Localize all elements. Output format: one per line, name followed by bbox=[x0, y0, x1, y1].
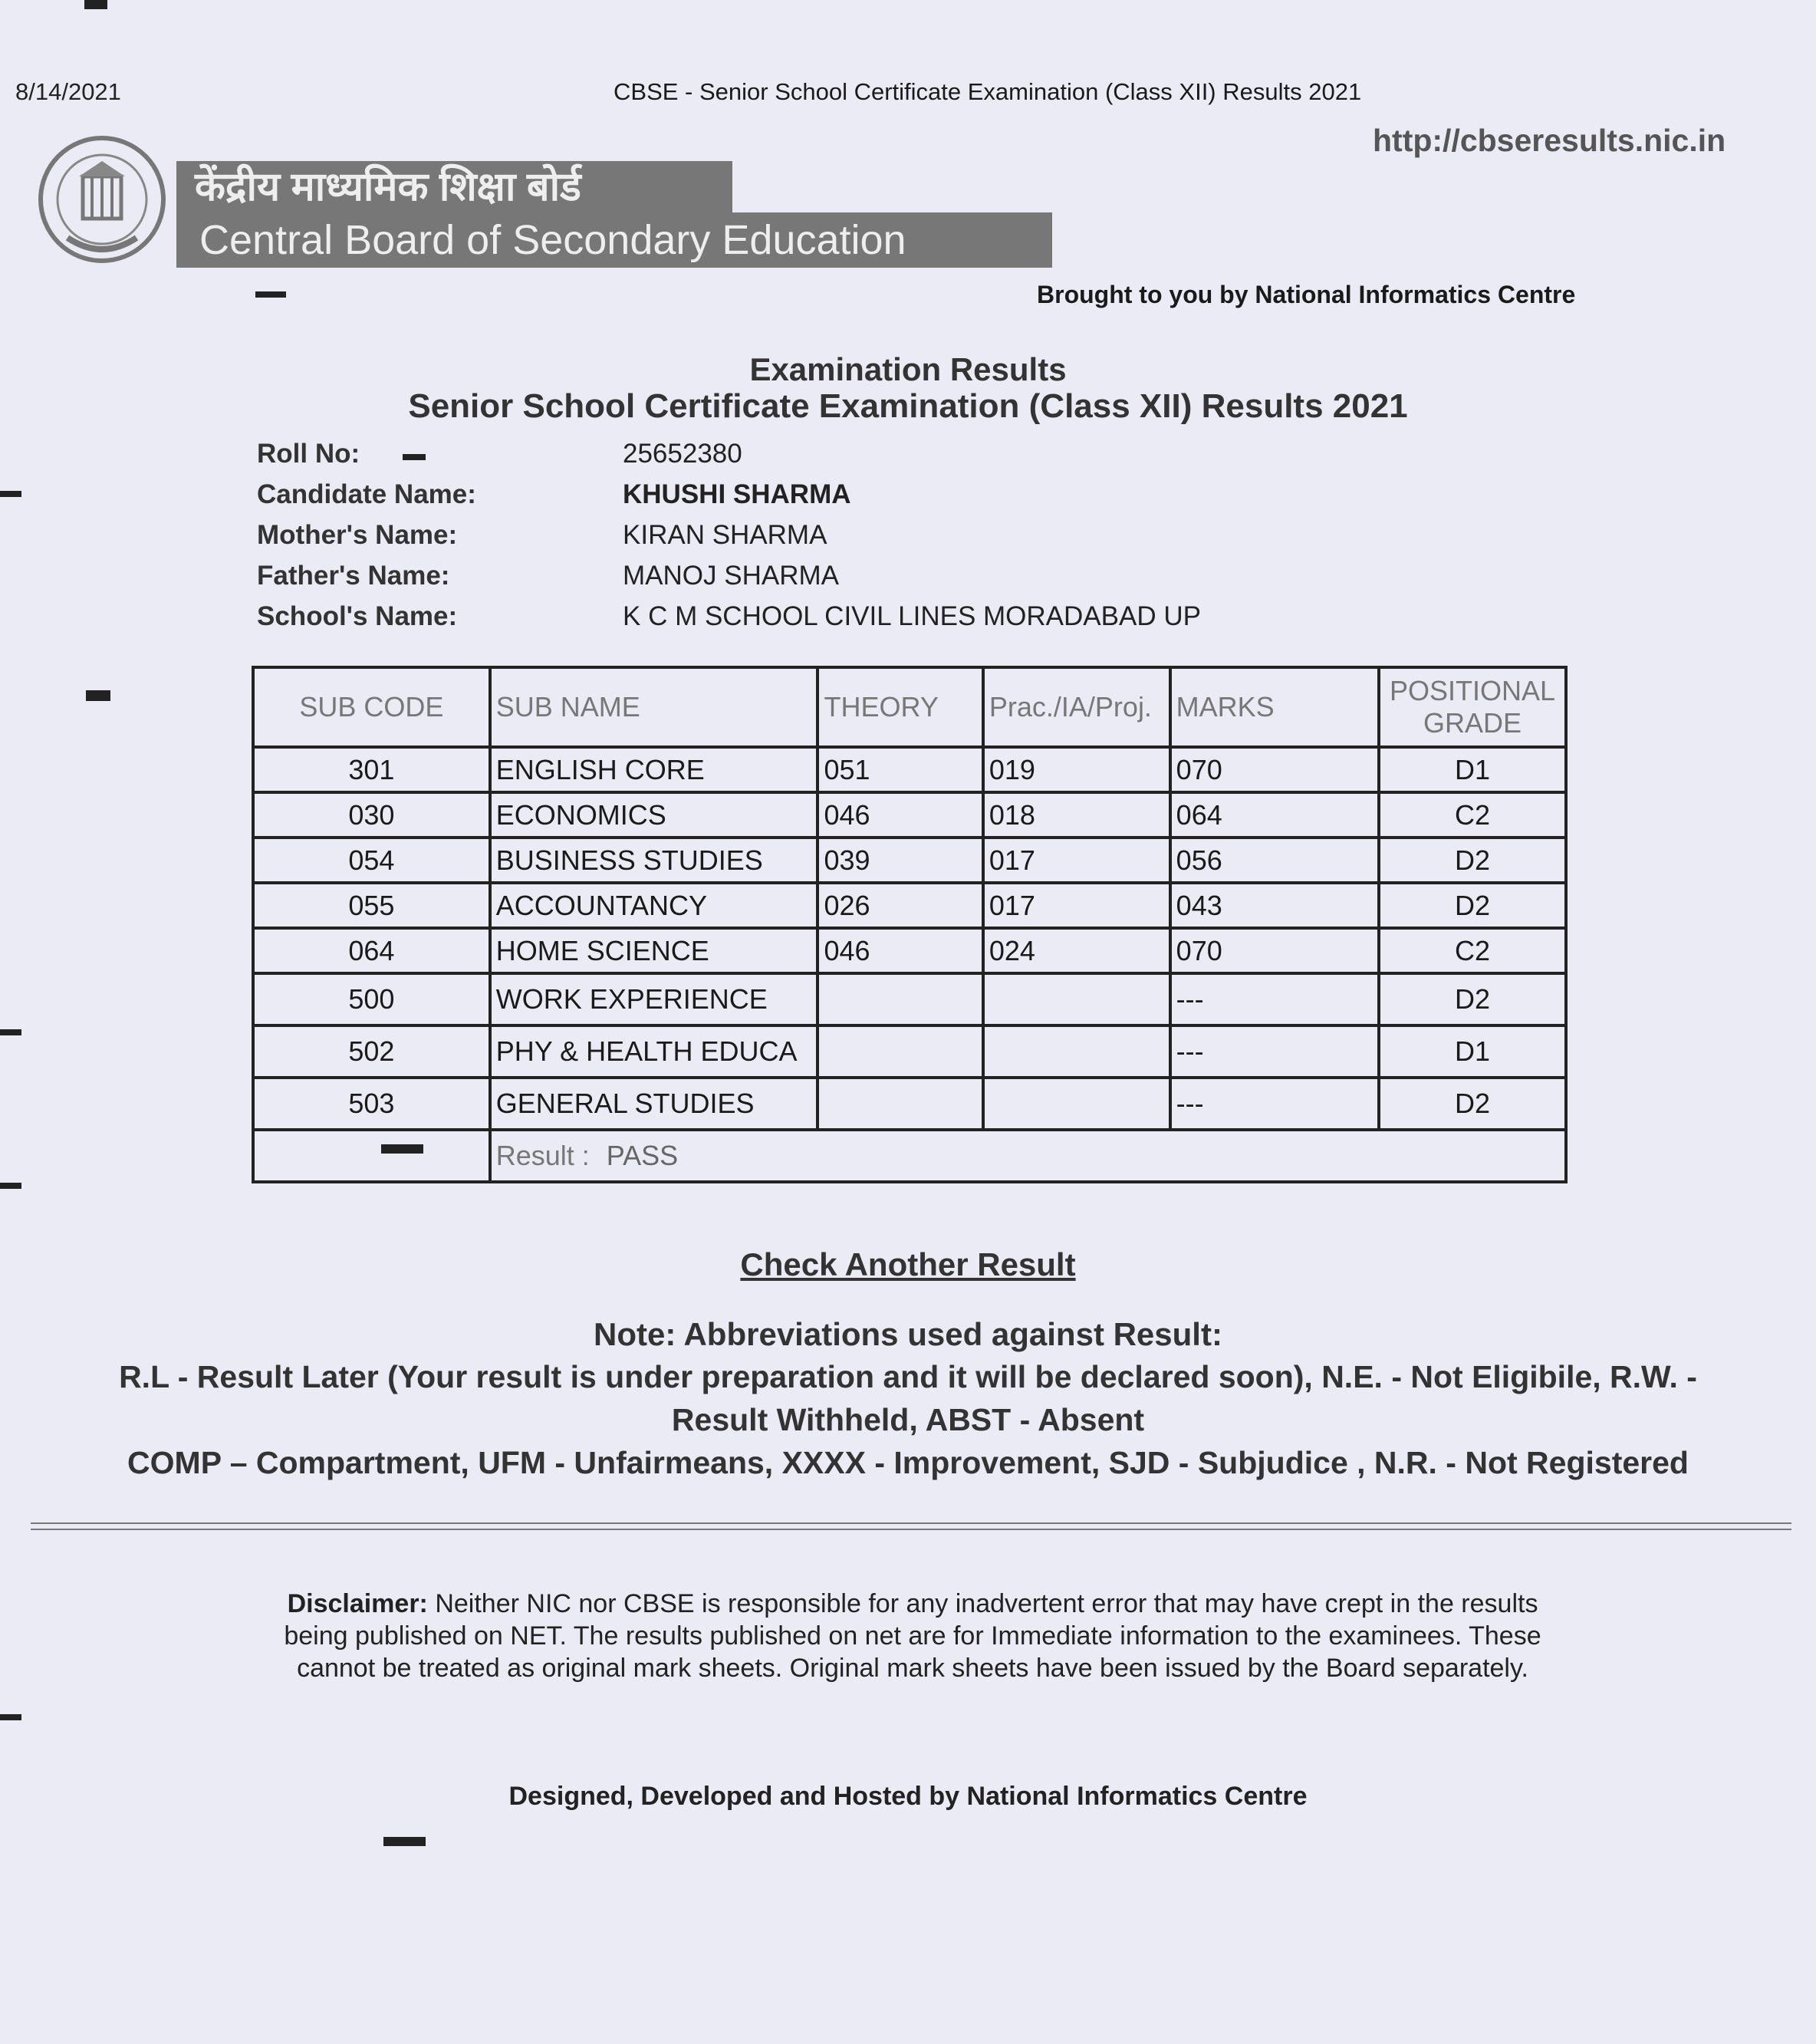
result-empty-cell bbox=[253, 1130, 490, 1182]
practical-marks: 019 bbox=[983, 747, 1170, 792]
candidate-name-value: KHUSHI SHARMA bbox=[623, 479, 851, 509]
grade: D2 bbox=[1379, 883, 1566, 928]
scan-speck bbox=[0, 491, 21, 497]
sub-code: 502 bbox=[253, 1025, 490, 1078]
grade: D2 bbox=[1379, 1078, 1566, 1130]
table-row bbox=[253, 883, 1566, 928]
scan-speck bbox=[403, 454, 426, 460]
sub-name: ACCOUNTANCY bbox=[490, 883, 818, 928]
col-header-positional-grade bbox=[1379, 667, 1566, 747]
table-row bbox=[253, 973, 1566, 1025]
scan-speck bbox=[86, 690, 110, 701]
scan-speck bbox=[84, 0, 107, 9]
school-name-label: School's Name: bbox=[257, 601, 458, 631]
marks-table bbox=[252, 666, 1568, 1183]
print-date: 8/14/2021 bbox=[15, 78, 121, 105]
scan-speck bbox=[383, 1837, 426, 1846]
site-url[interactable]: http://cbseresults.nic.in bbox=[1373, 123, 1726, 158]
result-value: PASS bbox=[606, 1140, 679, 1171]
theory-marks: 046 bbox=[818, 792, 982, 838]
banner-english: Central Board of Secondary Education bbox=[176, 212, 1052, 268]
print-title: CBSE - Senior School Certificate Examination (Class XII) Results 2021 bbox=[614, 78, 1362, 105]
sub-code: 064 bbox=[253, 928, 490, 973]
result-row bbox=[253, 1130, 1566, 1182]
theory-marks bbox=[818, 973, 982, 1025]
note-line-2: Result Withheld, ABST - Absent bbox=[671, 1402, 1145, 1437]
theory-marks: 051 bbox=[818, 747, 982, 792]
sub-name: HOME SCIENCE bbox=[490, 928, 818, 973]
theory-marks: 039 bbox=[818, 838, 982, 883]
separator-rule bbox=[31, 1522, 1791, 1530]
total-marks: 070 bbox=[1170, 928, 1379, 973]
check-another-row bbox=[0, 1246, 1816, 1283]
practical-marks bbox=[983, 1078, 1170, 1130]
sub-name: ECONOMICS bbox=[490, 792, 818, 838]
practical-marks: 024 bbox=[983, 928, 1170, 973]
col-header-sub-code: SUB CODE bbox=[253, 667, 490, 747]
table-row bbox=[253, 747, 1566, 792]
father-name-value: MANOJ SHARMA bbox=[623, 561, 839, 591]
theory-marks: 046 bbox=[818, 928, 982, 973]
footer-credit: Designed, Developed and Hosted by National Informatics Centre bbox=[508, 1782, 1308, 1811]
grade: D1 bbox=[1379, 747, 1566, 792]
result-label: Result : bbox=[495, 1140, 590, 1171]
note-line-3: COMP – Compartment, UFM - Unfairmeans, XXXX - Improvement, SJD - Subjudice , N.R. - Not Registered bbox=[127, 1445, 1689, 1480]
sub-code: 503 bbox=[253, 1078, 490, 1130]
theory-marks bbox=[818, 1025, 982, 1078]
result-cell bbox=[490, 1130, 1566, 1182]
practical-marks: 017 bbox=[983, 838, 1170, 883]
sub-code: 030 bbox=[253, 792, 490, 838]
grade: C2 bbox=[1379, 792, 1566, 838]
note-heading: Note: Abbreviations used against Result: bbox=[594, 1316, 1222, 1352]
disclaimer bbox=[261, 1588, 1564, 1684]
candidate-name-label: Candidate Name: bbox=[257, 479, 476, 509]
practical-marks: 017 bbox=[983, 883, 1170, 928]
col-header-marks: MARKS bbox=[1170, 667, 1379, 747]
roll-label: Roll No: bbox=[257, 439, 360, 469]
total-marks: 043 bbox=[1170, 883, 1379, 928]
scan-speck bbox=[381, 1144, 423, 1154]
disclaimer-text: Neither NIC nor CBSE is responsible for any inadvertent error that may have crept in the results being published on NET. The results published on net are for Immediate information to the examinees. These cannot be treated as original mark sheets. Original mark sheets have been issued by the Board separately. bbox=[284, 1589, 1541, 1683]
sub-code: 054 bbox=[253, 838, 490, 883]
scan-speck bbox=[0, 1029, 21, 1035]
roll-value: 25652380 bbox=[623, 439, 742, 469]
grade: D2 bbox=[1379, 838, 1566, 883]
practical-marks bbox=[983, 973, 1170, 1025]
sub-code: 500 bbox=[253, 973, 490, 1025]
results-title: Examination Results bbox=[749, 351, 1067, 387]
total-marks: --- bbox=[1170, 973, 1379, 1025]
check-another-result-link[interactable]: Check Another Result bbox=[740, 1246, 1076, 1282]
table-row bbox=[253, 1078, 1566, 1130]
practical-marks: 018 bbox=[983, 792, 1170, 838]
table-row bbox=[253, 928, 1566, 973]
practical-marks bbox=[983, 1025, 1170, 1078]
total-marks: 056 bbox=[1170, 838, 1379, 883]
theory-marks: 026 bbox=[818, 883, 982, 928]
cbse-emblem-icon bbox=[37, 134, 167, 265]
table-row bbox=[253, 838, 1566, 883]
sub-code: 301 bbox=[253, 747, 490, 792]
total-marks: 070 bbox=[1170, 747, 1379, 792]
table-header-row bbox=[253, 667, 1566, 747]
total-marks: --- bbox=[1170, 1078, 1379, 1130]
sub-code: 055 bbox=[253, 883, 490, 928]
grade: D2 bbox=[1379, 973, 1566, 1025]
table-row bbox=[253, 1025, 1566, 1078]
disclaimer-label: Disclaimer: bbox=[287, 1589, 428, 1618]
note-line-1: R.L - Result Later (Your result is under preparation and it will be declared soon), N.E. - Not Eligibile, R.W. - bbox=[119, 1359, 1697, 1394]
results-subtitle: Senior School Certificate Examination (Class XII) Results 2021 bbox=[408, 387, 1408, 425]
school-name-value: K C M SCHOOL CIVIL LINES MORADABAD UP bbox=[623, 601, 1201, 631]
sub-name: WORK EXPERIENCE bbox=[490, 973, 818, 1025]
sub-name: GENERAL STUDIES bbox=[490, 1078, 818, 1130]
theory-marks bbox=[818, 1078, 982, 1130]
mother-name-label: Mother's Name: bbox=[257, 520, 458, 550]
col-header-theory: THEORY bbox=[818, 667, 982, 747]
col-header-practical: Prac./IA/Proj. bbox=[983, 667, 1170, 747]
sub-name: ENGLISH CORE bbox=[490, 747, 818, 792]
total-marks: 064 bbox=[1170, 792, 1379, 838]
sub-name: BUSINESS STUDIES bbox=[490, 838, 818, 883]
grade: C2 bbox=[1379, 928, 1566, 973]
col-header-sub-name: SUB NAME bbox=[490, 667, 818, 747]
sub-name: PHY & HEALTH EDUCA bbox=[490, 1025, 818, 1078]
nic-credit: Brought to you by National Informatics Centre bbox=[1037, 281, 1576, 308]
father-name-label: Father's Name: bbox=[257, 561, 450, 591]
total-marks: --- bbox=[1170, 1025, 1379, 1078]
scan-speck bbox=[0, 1714, 21, 1720]
grade: D1 bbox=[1379, 1025, 1566, 1078]
banner-hindi: केंद्रीय माध्यमिक शिक्षा बोर्ड bbox=[176, 161, 732, 213]
positional-label: POSITIONAL bbox=[1390, 675, 1556, 706]
grade-label: GRADE bbox=[1423, 707, 1522, 739]
scan-speck bbox=[0, 1183, 21, 1189]
scan-speck bbox=[255, 291, 286, 298]
table-row bbox=[253, 792, 1566, 838]
mother-name-value: KIRAN SHARMA bbox=[623, 520, 827, 550]
